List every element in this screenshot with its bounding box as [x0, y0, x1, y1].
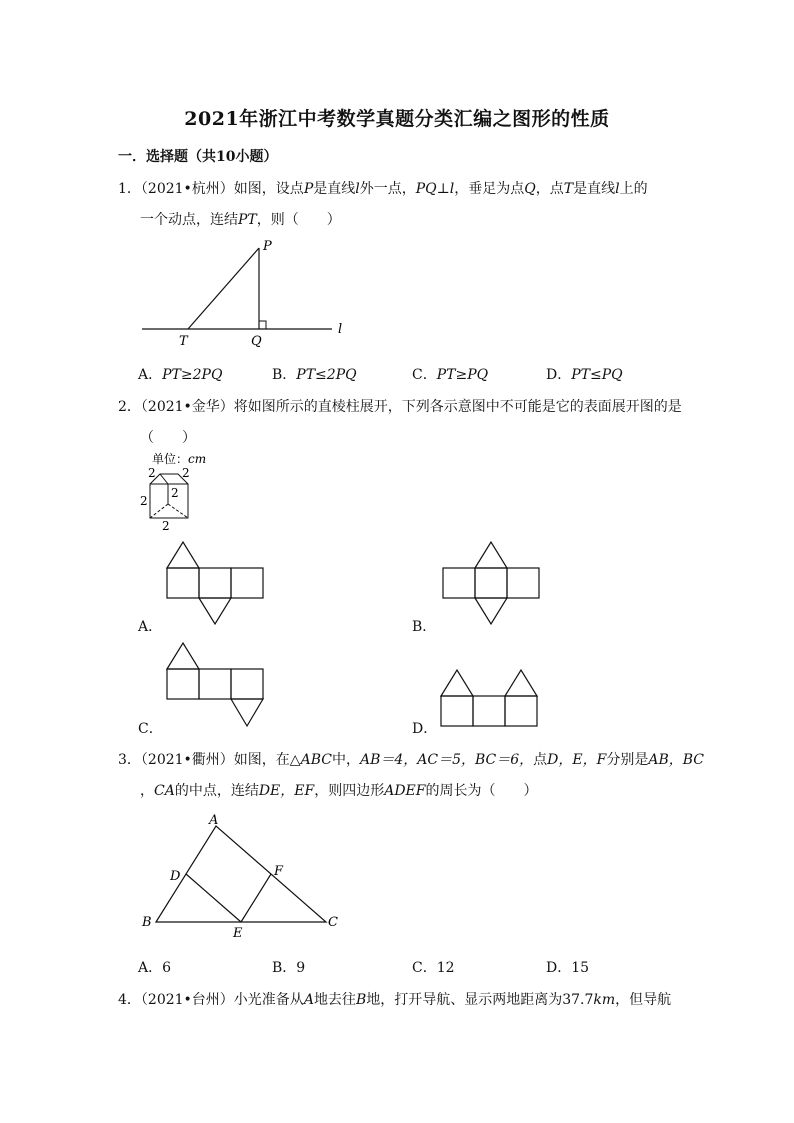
- q3-option-d[interactable]: D．15: [546, 960, 590, 976]
- triangle-abc: [156, 826, 326, 922]
- q2-option-a[interactable]: A．: [138, 619, 163, 635]
- q2-net-c[interactable]: [160, 638, 270, 732]
- prism-front: [150, 484, 188, 518]
- dim-label: 2: [148, 466, 156, 480]
- segment-ef: [241, 874, 271, 922]
- q3-line1: 3．（2021•衢州）如图，在△ABC中，AB＝4，AC＝5，BC＝6，点D，E，F分别是AB，BC: [118, 752, 705, 768]
- q2-prism-figure: [136, 450, 226, 532]
- label-f: F: [274, 864, 284, 879]
- q1-line1: 1．（2021•杭州）如图，设点P是直线l外一点，PQ⊥l，垂足为点Q，点T是直线l上的: [118, 181, 648, 197]
- dim-label: 2: [182, 466, 190, 480]
- q1-option-d[interactable]: D．PT≤PQ: [546, 367, 623, 383]
- q3-line2: ，CA的中点，连结DE，EF，则四边形ADEF的周长为（ ）: [140, 783, 538, 799]
- dim-label: 2: [171, 486, 179, 500]
- q2-line1: 2．（2021•金华）将如图所示的直棱柱展开，下列各示意图中不可能是它的表面展开图的是: [118, 399, 682, 415]
- segment-pt: [188, 248, 259, 329]
- prism-hidden-edge: [150, 504, 168, 518]
- q2-net-a[interactable]: [160, 538, 270, 630]
- q1-line2: 一个动点，连结PT，则（ ）: [140, 212, 341, 228]
- label-l: l: [338, 322, 343, 337]
- q1-option-b[interactable]: B．PT≤2PQ: [272, 367, 357, 383]
- label-t: T: [179, 334, 188, 349]
- dim-label: 2: [140, 494, 148, 508]
- q2-option-c[interactable]: C．: [138, 721, 163, 737]
- label-b: B: [142, 915, 152, 930]
- page-title: 2021年浙江中考数学真题分类汇编之图形的性质: [184, 108, 610, 130]
- q2-line2: （ ）: [140, 430, 196, 446]
- q4-line1: 4．（2021•台州）小光准备从A地去往B地，打开导航、显示两地距离为37.7km，但导航: [118, 992, 672, 1008]
- q3-figure: [136, 812, 356, 942]
- q2-net-d[interactable]: [436, 664, 546, 730]
- q3-option-c[interactable]: C．12: [412, 960, 455, 976]
- section-heading: 一．选择题（共10小题）: [118, 149, 278, 165]
- dim-label: 2: [162, 519, 170, 532]
- label-c: C: [328, 915, 338, 930]
- q2-option-d[interactable]: D．: [412, 721, 438, 737]
- prism-top-edge: [160, 474, 168, 484]
- q3-option-b[interactable]: B．9: [272, 960, 306, 976]
- label-e: E: [233, 926, 243, 941]
- q3-option-a[interactable]: A．6: [138, 960, 172, 976]
- q2-net-b[interactable]: [436, 538, 546, 630]
- label-q: Q: [251, 334, 262, 349]
- q1-option-c[interactable]: C．PT≥PQ: [412, 367, 489, 383]
- segment-de: [186, 874, 241, 922]
- q1-figure: [130, 236, 370, 354]
- unit-label: 单位：cm: [152, 452, 207, 466]
- right-angle-mark: [259, 321, 266, 329]
- label-a: A: [209, 813, 219, 828]
- prism-hidden-edge: [168, 504, 188, 518]
- q2-option-b[interactable]: B．: [412, 619, 437, 635]
- label-d: D: [170, 869, 181, 884]
- label-p: P: [263, 239, 272, 254]
- q1-option-a[interactable]: A．PT≥2PQ: [138, 367, 223, 383]
